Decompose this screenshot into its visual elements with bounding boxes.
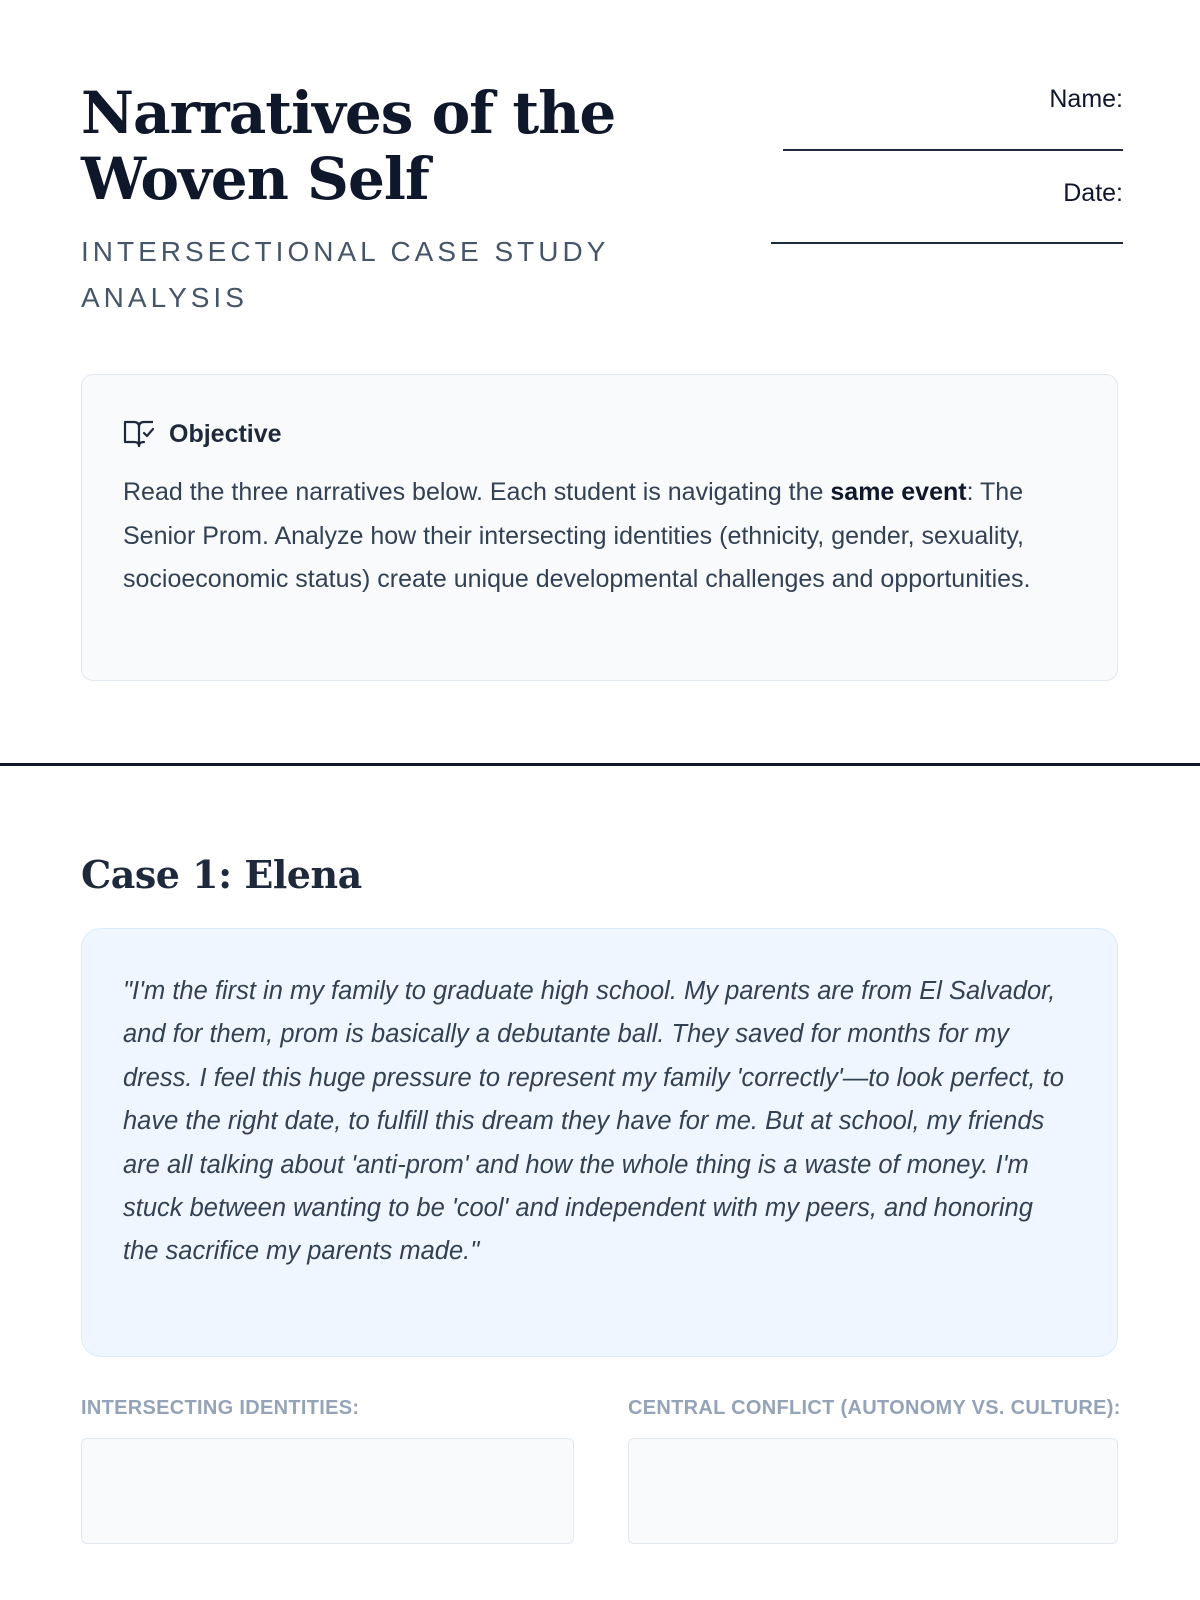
objective-title: Objective — [169, 419, 282, 448]
page-subtitle: INTERSECTIONAL CASE STUDY ANALYSIS — [81, 236, 609, 313]
objective-box — [81, 374, 1118, 681]
objective-text-end: : The Senior Prom. Analyze how their intersecting identities (ethnicity, gender, sexuality, socioeconomic status) create unique developmental challenges and opportunities. — [123, 478, 1031, 593]
conflict-answer-box[interactable] — [628, 1438, 1118, 1544]
objective-text — [123, 471, 1093, 602]
page-title: Narratives of the Woven Self — [81, 79, 616, 213]
case-1-title: Case 1: Elena — [81, 852, 362, 897]
identities-answer-box[interactable] — [81, 1438, 574, 1544]
objective-text-emphasis: same event — [830, 478, 967, 506]
conflict-label: CENTRAL CONFLICT (AUTONOMY VS. CULTURE): — [628, 1397, 1121, 1419]
objective-text-start: Read the three narratives below. Each student is navigating the — [123, 478, 831, 506]
name-label: Name: — [1049, 85, 1123, 113]
name-field[interactable] — [783, 149, 1123, 151]
worksheet-header — [81, 80, 1121, 320]
date-field[interactable] — [771, 242, 1123, 244]
date-label: Date: — [1063, 179, 1123, 207]
identities-label: INTERSECTING IDENTITIES: — [81, 1397, 360, 1419]
objective-heading — [123, 419, 282, 449]
case-1-quote-box — [81, 928, 1118, 1357]
case-1-quote: "I'm the first in my family to graduate high school. My parents are from El Salvador, and for them, prom is basically a debutante ball. They saved for months for my dress. I feel this huge pressure to represent my family 'correctly'—to look perfect, to have the right date, to fulfill this dream they have for me. But at school, my friends are all talking about 'anti-prom' and how the whole thing is a waste of money. I'm stuck between wanting to be 'cool' and independent with my peers, and honoring the sacrifice my parents made." — [123, 977, 1064, 1266]
book-check-icon — [123, 419, 155, 449]
section-divider — [0, 763, 1200, 766]
